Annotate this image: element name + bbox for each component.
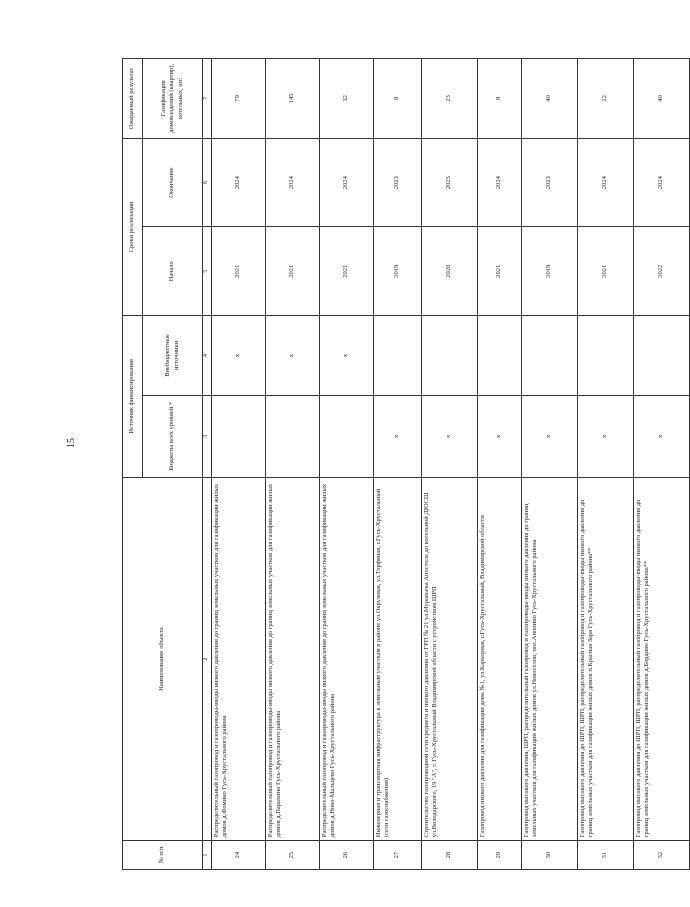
table-row (522, 59, 578, 870)
budget-mark: x (374, 395, 422, 477)
end-year: 2024 (478, 138, 522, 227)
table-row (320, 59, 374, 870)
object-name: Инженерная и транспортная инфраструктура к земельным участкам в районе ул.Окружная, ул.Торфяная, г.Гусь-Хрустальный (сети газоснабжения) (374, 477, 422, 840)
end-year: 2023 (374, 138, 422, 227)
offbudget-mark: x (266, 316, 320, 396)
row-number: 30 (522, 841, 578, 870)
header-end: Окончание (143, 138, 203, 227)
row-number: 24 (212, 841, 266, 870)
object-name: Газопровод высокого давления, ШРП, распределительный газопровод и газопроводы-вводы низкого давления до границ земельных участков для газификации жилых домов ул.Новоселов, пос.Анопино Гусь-Хрустального района (522, 477, 578, 840)
end-year: 2023 (522, 138, 578, 227)
object-name: Газопровод высокого давления до ШРП, ШРП, распределительный газопровод и газопроводы-вводы низкого давления до границ земельных участков для газификации жилых домов п.Красная Заря Гусь-Хрустального района** (578, 477, 634, 840)
budget-mark (266, 395, 320, 477)
column-number: 4 (203, 316, 212, 396)
header-budgets: Бюджеты всех уровней * (143, 395, 203, 477)
start-year: 2019 (522, 227, 578, 316)
budget-mark: x (634, 395, 690, 477)
gasification-count: 22 (578, 59, 634, 139)
header-gasification: Газификация домовладений (квартир), котельных, шт. (143, 59, 203, 139)
budget-mark: x (578, 395, 634, 477)
table-row (266, 59, 320, 870)
end-year: 2024 (212, 138, 266, 227)
rotated-table-container (122, 58, 665, 870)
header-name: Наименование объекта (123, 477, 203, 840)
end-year: 2024 (320, 138, 374, 227)
row-number: 32 (634, 841, 690, 870)
gasification-count: 8 (374, 59, 422, 139)
offbudget-mark (578, 316, 634, 396)
offbudget-mark (478, 316, 522, 396)
object-name: Газопровод высокого давления до ШРП, ШРП, распределительный газопровод и газопроводы-вводы низкого давления до границ земельных участков для газификации жилых домов д.Бордино Гусь-Хрустального района** (634, 477, 690, 840)
row-number: 28 (422, 841, 478, 870)
budget-mark (212, 395, 266, 477)
offbudget-mark (634, 316, 690, 396)
budget-mark (320, 395, 374, 477)
start-year: 2021 (320, 227, 374, 316)
end-year: 2025 (422, 138, 478, 227)
row-number: 27 (374, 841, 422, 870)
end-year: 2024 (578, 138, 634, 227)
row-number: 25 (266, 841, 320, 870)
object-name: Распределительный газопровод и газопроводы-вводы низкого давления до границ земельных участков для газификации жилых домов д.Фомино Гусь-Хрустального района (212, 477, 266, 840)
column-number: 7 (203, 59, 212, 139)
end-year: 2024 (634, 138, 690, 227)
row-number: 31 (578, 841, 634, 870)
header-funding: Источник финансирования (123, 316, 143, 478)
gasification-count: 145 (266, 59, 320, 139)
gasification-count: 23 (422, 59, 478, 139)
offbudget-mark: x (320, 316, 374, 396)
table-row (634, 59, 690, 870)
start-year: 2021 (578, 227, 634, 316)
start-year: 2022 (634, 227, 690, 316)
budget-mark: x (522, 395, 578, 477)
header-expected: Ожидаемый результат (123, 59, 143, 139)
start-year: 2020 (422, 227, 478, 316)
gasification-count: 40 (522, 59, 578, 139)
object-name: Распределительный газопровод и газопроводы-вводы низкого давления до границ земельных участков для газификации жилых домов д.Ново-Мальцево Гусь-Хрустального района (320, 477, 374, 840)
header-start: Начало (143, 227, 203, 316)
table-row (422, 59, 478, 870)
offbudget-mark (374, 316, 422, 396)
project-table (122, 58, 690, 870)
column-number: 6 (203, 138, 212, 227)
offbudget-mark: x (212, 316, 266, 396)
object-name: Строительство газопроводной сети среднего и низкого давления от ГРП № 21 ул.Муравьева Апостола до котельной ДЮСШ ул.Володарского, 19 "А", г. Гусь-Хрустальный Владимирской области с устройством ШРП (422, 477, 478, 840)
budget-mark: x (478, 395, 522, 477)
gasification-count: 40 (634, 59, 690, 139)
object-name: Распределительный газопровод и газопроводы-вводы низкого давления до границ земельных участков для газификации жилых домов д.Парахино Гусь-Хрустального района (266, 477, 320, 840)
table-row (212, 59, 266, 870)
offbudget-mark (422, 316, 478, 396)
gasification-count: 32 (320, 59, 374, 139)
start-year: 2019 (374, 227, 422, 316)
table-row (478, 59, 522, 870)
column-number: 2 (203, 477, 212, 840)
row-number: 29 (478, 841, 522, 870)
column-number: 5 (203, 227, 212, 316)
header-offbudget: Внебюджетные источники (143, 316, 203, 396)
end-year: 2024 (266, 138, 320, 227)
budget-mark: x (422, 395, 478, 477)
table-row (578, 59, 634, 870)
header-terms: Сроки реализации (123, 138, 143, 315)
table-row (374, 59, 422, 870)
offbudget-mark (522, 316, 578, 396)
gasification-count: 8 (478, 59, 522, 139)
column-number: 1 (203, 841, 212, 870)
page-number: 15 (66, 438, 77, 448)
start-year: 2021 (266, 227, 320, 316)
start-year: 2021 (212, 227, 266, 316)
gasification-count: 79 (212, 59, 266, 139)
start-year: 2021 (478, 227, 522, 316)
row-number: 26 (320, 841, 374, 870)
header-num: № п/п (123, 841, 203, 870)
column-number: 3 (203, 395, 212, 477)
object-name: Газопровод низкого давления для газификации дома №1, ул.Карьерная, г.Гусь-Хрустальный, Владимирской области (478, 477, 522, 840)
